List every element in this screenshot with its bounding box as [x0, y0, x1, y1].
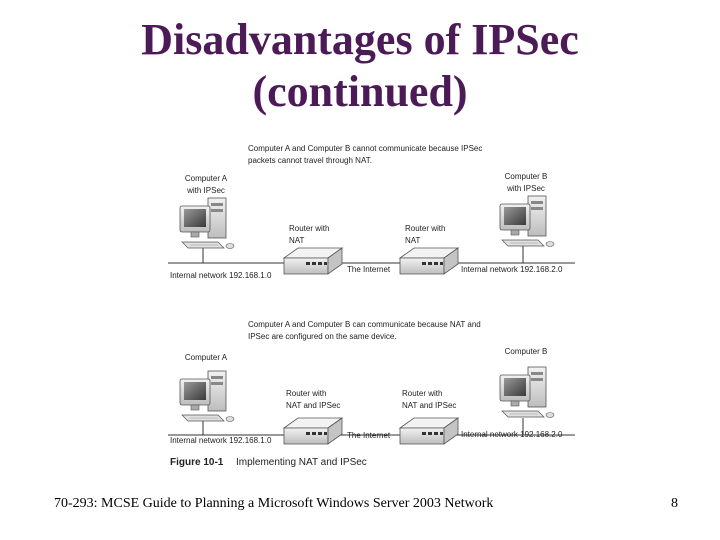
top-caption-line-2: packets cannot travel through NAT. [248, 156, 372, 165]
top-left-network-label: Internal network 192.168.1.0 [170, 271, 272, 280]
top-computer-a-icon [180, 198, 234, 249]
figure-label: Figure 10-1 [170, 457, 224, 468]
footer-course-title: 70-293: MCSE Guide to Planning a Microsoft Windows Server 2003 Network [54, 496, 494, 511]
slide-title-line-1: Disadvantages of IPSec [141, 15, 579, 64]
bottom-computer-a-icon [180, 371, 234, 422]
top-router-left-label-2: NAT [289, 236, 305, 245]
top-computer-b-label-2: with IPSec [507, 184, 545, 193]
bottom-router-right-icon [400, 418, 458, 444]
top-caption-line-1: Computer A and Computer B cannot communicate because IPSec [248, 144, 483, 153]
top-computer-a-label-1: Computer A [184, 174, 228, 183]
top-router-right-icon [400, 248, 458, 274]
top-computer-b-icon [500, 196, 554, 247]
top-computer-b-label-1: Computer B [504, 172, 548, 181]
top-right-network-label: Internal network 192.168.2.0 [461, 265, 563, 274]
slide-title-line-2: (continued) [252, 67, 468, 116]
top-router-left-icon [284, 248, 342, 274]
bottom-router-right-label-1: Router with [402, 389, 443, 398]
figure-caption: Implementing NAT and IPSec [236, 457, 367, 468]
top-router-left-label-1: Router with [289, 224, 330, 233]
scenario-top [168, 144, 575, 280]
top-internet-label: The Internet [347, 265, 391, 274]
top-router-right-label-1: Router with [405, 224, 446, 233]
page-number: 8 [671, 496, 678, 511]
bottom-caption-line-2: IPSec are configured on the same device. [248, 332, 397, 341]
top-computer-a-label-2: with IPSec [187, 186, 225, 195]
scenario-bottom [168, 320, 575, 445]
bottom-router-left-label-1: Router with [286, 389, 327, 398]
bottom-computer-b-icon [500, 367, 554, 418]
bottom-left-network-label: Internal network 192.168.1.0 [170, 436, 272, 445]
bottom-router-left-label-2: NAT and IPSec [286, 401, 341, 410]
bottom-computer-a-label: Computer A [184, 353, 228, 362]
top-router-right-label-2: NAT [405, 236, 421, 245]
bottom-caption-line-1: Computer A and Computer B can communicate because NAT and [248, 320, 481, 329]
bottom-router-right-label-2: NAT and IPSec [402, 401, 457, 410]
bottom-router-left-icon [284, 418, 342, 444]
bottom-internet-label: The Internet [347, 431, 391, 440]
bottom-computer-b-label: Computer B [504, 347, 548, 356]
bottom-right-network-label: Internal network 192.168.2.0 [461, 430, 563, 439]
